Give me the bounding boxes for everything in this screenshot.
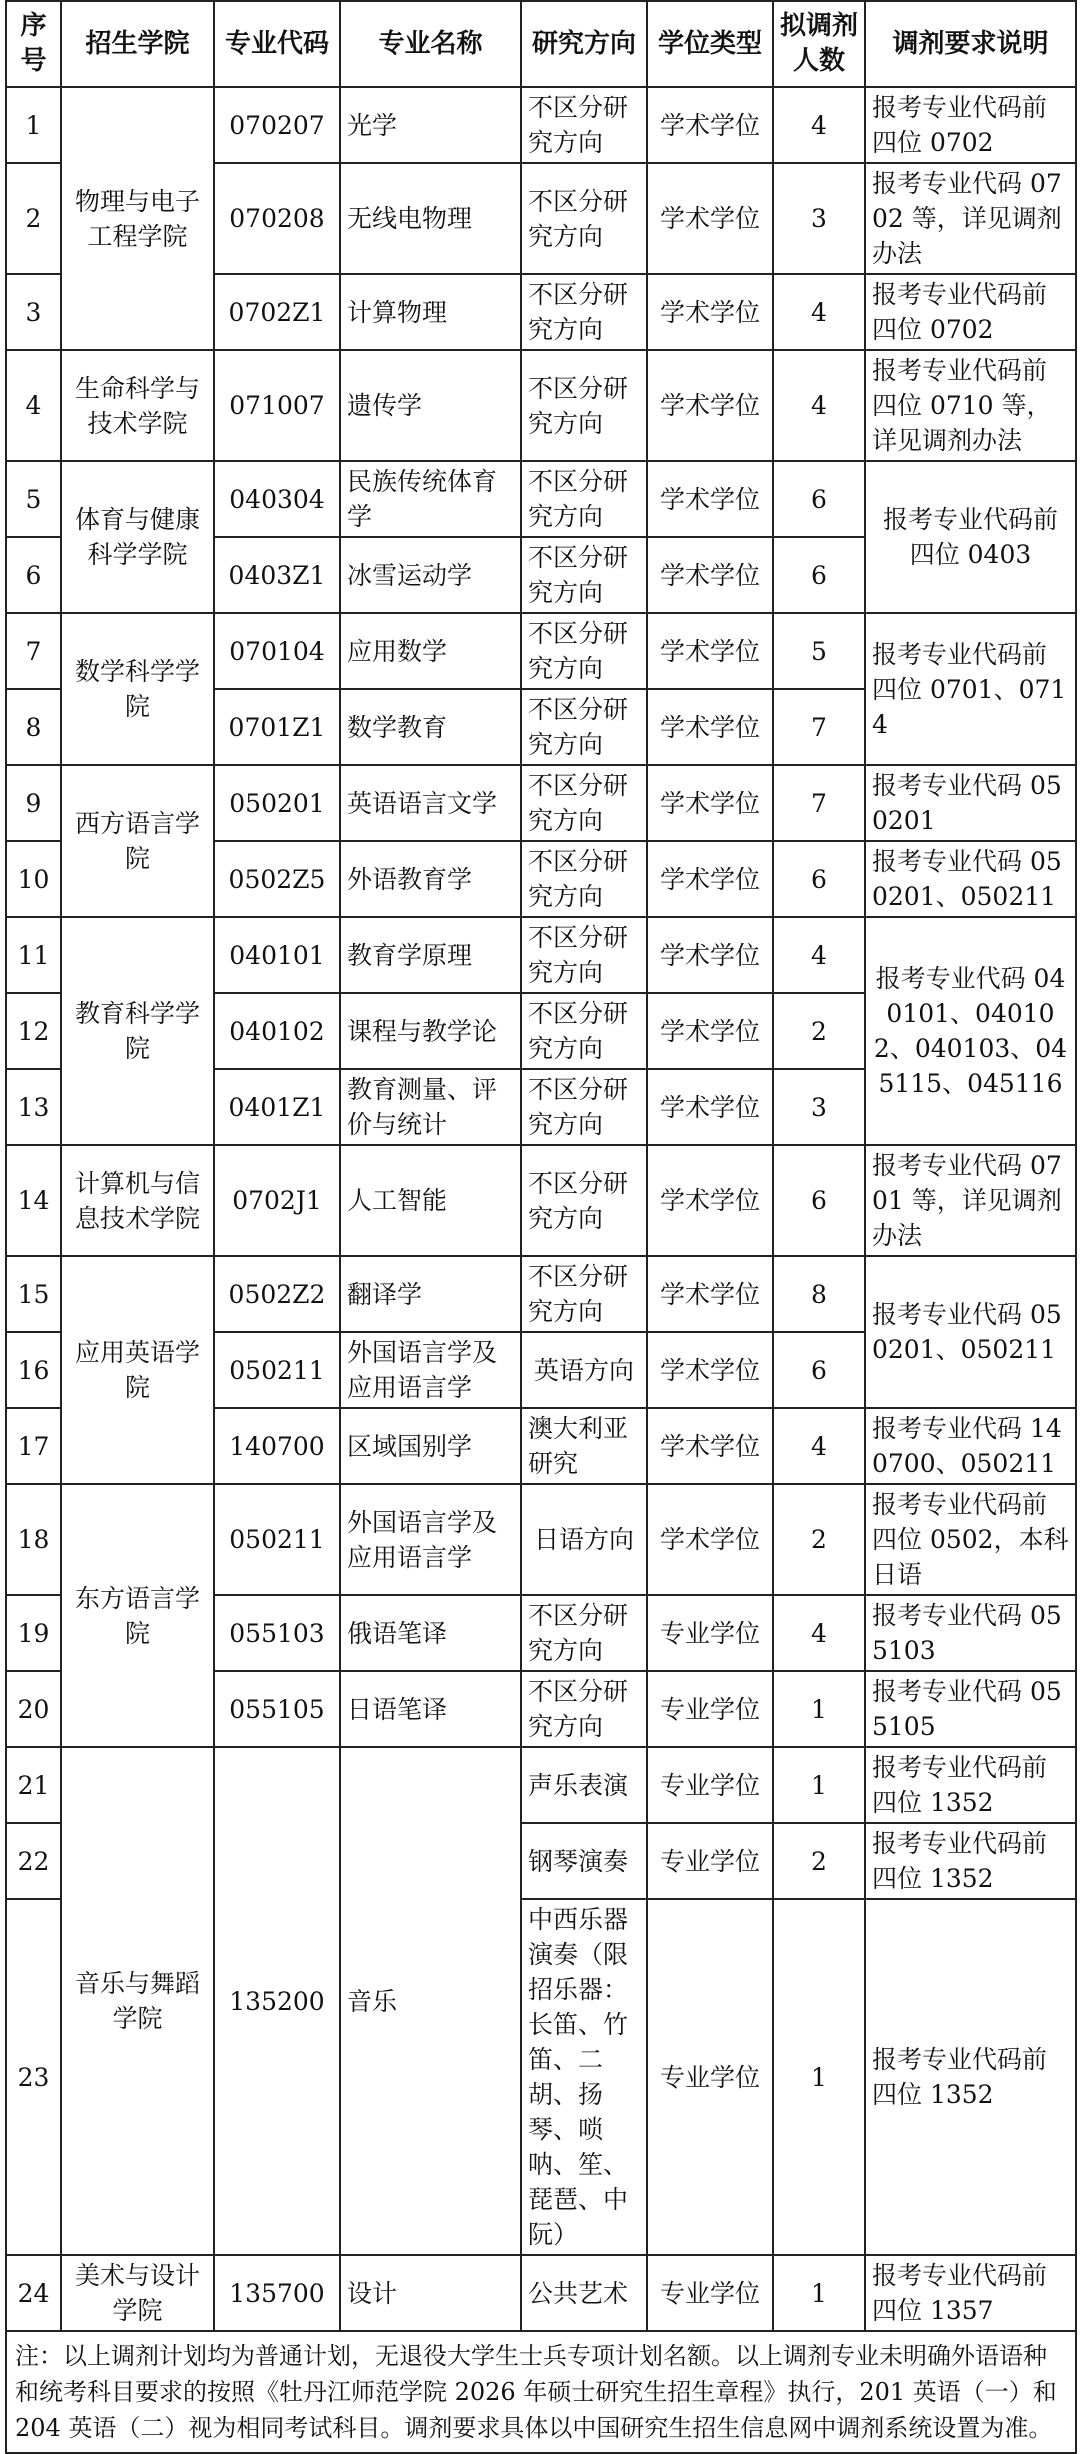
requirement: 报考专业代码 0701 等，详见调剂办法: [865, 1145, 1076, 1256]
footnote: 注：以上调剂计划均为普通计划，无退役大学生士兵专项计划名额。以上调剂专业未明确外语语种和统考科目要求的按照《牡丹江师范学院 2026 年硕士研究生招生章程》执行，201 英语（一）和 204 英语（二）视为相同考试科目。调剂要求具体以中国研究生招生信息网中调剂系统设置为准。: [6, 2331, 1076, 2453]
row-no: 16: [6, 1332, 61, 1408]
major-name: 课程与教学论: [340, 993, 521, 1069]
row-no: 19: [6, 1595, 61, 1671]
degree-type: 学术学位: [647, 1332, 773, 1408]
college-cell: 音乐与舞蹈学院: [61, 1747, 214, 2255]
row-no: 15: [6, 1256, 61, 1332]
degree-type: 专业学位: [647, 2255, 773, 2331]
adjustment-plan-table: [5, 0, 1077, 2454]
major-name: 俄语笔译: [340, 1595, 521, 1671]
major-name: 翻译学: [340, 1256, 521, 1332]
major-name: 计算物理: [340, 274, 521, 350]
degree-type: 学术学位: [647, 841, 773, 917]
quota-count: 4: [773, 87, 865, 163]
degree-type: 学术学位: [647, 163, 773, 274]
quota-count: 3: [773, 1069, 865, 1145]
research-direction: 不区分研究方向: [521, 841, 647, 917]
college-cell: 应用英语学院: [61, 1256, 214, 1484]
research-direction: 不区分研究方向: [521, 163, 647, 274]
requirement: 报考专业代码前四位 0502，本科日语: [865, 1484, 1076, 1595]
degree-type: 学术学位: [647, 1145, 773, 1256]
major-code: 0701Z1: [214, 689, 340, 765]
major-code: 0401Z1: [214, 1069, 340, 1145]
quota-count: 1: [773, 1747, 865, 1823]
table-row: [6, 917, 1076, 993]
research-direction: 不区分研究方向: [521, 917, 647, 993]
row-no: 5: [6, 461, 61, 537]
major-code: 040102: [214, 993, 340, 1069]
row-no: 21: [6, 1747, 61, 1823]
header-direction: 研究方向: [521, 1, 647, 87]
research-direction: 英语方向: [521, 1332, 647, 1408]
college-cell: 教育科学学院: [61, 917, 214, 1145]
major-code: 040101: [214, 917, 340, 993]
requirement: 报考专业代码 0702 等，详见调剂办法: [865, 163, 1076, 274]
research-direction: 不区分研究方向: [521, 461, 647, 537]
table-row: [6, 1145, 1076, 1256]
quota-count: 1: [773, 1671, 865, 1747]
college-cell: 物理与电子工程学院: [61, 87, 214, 350]
requirement: 报考专业代码 050201、050211: [865, 841, 1076, 917]
college-cell: 生命科学与技术学院: [61, 350, 214, 461]
degree-type: 学术学位: [647, 689, 773, 765]
major-name: 应用数学: [340, 613, 521, 689]
major-name: 音乐: [340, 1747, 521, 2255]
college-cell: 东方语言学院: [61, 1484, 214, 1747]
header-code: 专业代码: [214, 1, 340, 87]
degree-type: 专业学位: [647, 1595, 773, 1671]
quota-count: 2: [773, 1823, 865, 1899]
requirement: 报考专业代码前四位 0403: [865, 461, 1076, 613]
major-code: 140700: [214, 1408, 340, 1484]
degree-type: 学术学位: [647, 993, 773, 1069]
quota-count: 6: [773, 537, 865, 613]
degree-type: 专业学位: [647, 1747, 773, 1823]
research-direction: 不区分研究方向: [521, 1595, 647, 1671]
degree-type: 学术学位: [647, 1256, 773, 1332]
major-code: 135700: [214, 2255, 340, 2331]
college-cell: 数学科学学院: [61, 613, 214, 765]
major-code: 0403Z1: [214, 537, 340, 613]
table-row: [6, 613, 1076, 689]
row-no: 2: [6, 163, 61, 274]
degree-type: 专业学位: [647, 1823, 773, 1899]
row-no: 14: [6, 1145, 61, 1256]
quota-count: 2: [773, 993, 865, 1069]
degree-type: 学术学位: [647, 461, 773, 537]
degree-type: 学术学位: [647, 613, 773, 689]
major-name: 教育测量、评价与统计: [340, 1069, 521, 1145]
row-no: 12: [6, 993, 61, 1069]
row-no: 1: [6, 87, 61, 163]
major-code: 040304: [214, 461, 340, 537]
requirement: 报考专业代码 055105: [865, 1671, 1076, 1747]
major-code: 055103: [214, 1595, 340, 1671]
degree-type: 专业学位: [647, 1899, 773, 2255]
note-row: [6, 2331, 1076, 2453]
research-direction: 不区分研究方向: [521, 765, 647, 841]
degree-type: 学术学位: [647, 274, 773, 350]
row-no: 9: [6, 765, 61, 841]
quota-count: 3: [773, 163, 865, 274]
quota-count: 8: [773, 1256, 865, 1332]
college-cell: 体育与健康科学学院: [61, 461, 214, 613]
major-code: 050211: [214, 1484, 340, 1595]
header-count: 拟调剂人数: [773, 1, 865, 87]
degree-type: 学术学位: [647, 537, 773, 613]
quota-count: 4: [773, 274, 865, 350]
research-direction: 不区分研究方向: [521, 1145, 647, 1256]
research-direction: 澳大利亚研究: [521, 1408, 647, 1484]
research-direction: 公共艺术: [521, 2255, 647, 2331]
row-no: 8: [6, 689, 61, 765]
table-row: [6, 1484, 1076, 1595]
major-code: 055105: [214, 1671, 340, 1747]
row-no: 17: [6, 1408, 61, 1484]
row-no: 3: [6, 274, 61, 350]
header-degree-type: 学位类型: [647, 1, 773, 87]
major-code: 0702Z1: [214, 274, 340, 350]
major-name: 教育学原理: [340, 917, 521, 993]
requirement: 报考专业代码前四位 1357: [865, 2255, 1076, 2331]
table-row: [6, 350, 1076, 461]
quota-count: 5: [773, 613, 865, 689]
header-college: 招生学院: [61, 1, 214, 87]
college-cell: 西方语言学院: [61, 765, 214, 917]
major-name: 日语笔译: [340, 1671, 521, 1747]
row-no: 13: [6, 1069, 61, 1145]
major-name: 外语教育学: [340, 841, 521, 917]
research-direction: 不区分研究方向: [521, 613, 647, 689]
major-code: 070104: [214, 613, 340, 689]
quota-count: 1: [773, 1899, 865, 2255]
quota-count: 1: [773, 2255, 865, 2331]
quota-count: 6: [773, 1332, 865, 1408]
college-cell: 计算机与信息技术学院: [61, 1145, 214, 1256]
major-code: 070207: [214, 87, 340, 163]
quota-count: 6: [773, 461, 865, 537]
table-row: [6, 1747, 1076, 1823]
table-row: [6, 2255, 1076, 2331]
row-no: 23: [6, 1899, 61, 2255]
header-requirement: 调剂要求说明: [865, 1, 1076, 87]
research-direction: 声乐表演: [521, 1747, 647, 1823]
major-code: 070208: [214, 163, 340, 274]
degree-type: 专业学位: [647, 1671, 773, 1747]
requirement: 报考专业代码前四位 0701、0714: [865, 613, 1076, 765]
row-no: 11: [6, 917, 61, 993]
major-name: 民族传统体育学: [340, 461, 521, 537]
degree-type: 学术学位: [647, 917, 773, 993]
major-name: 区域国别学: [340, 1408, 521, 1484]
requirement: 报考专业代码前四位 0710 等，详见调剂办法: [865, 350, 1076, 461]
degree-type: 学术学位: [647, 350, 773, 461]
quota-count: 7: [773, 689, 865, 765]
research-direction: 不区分研究方向: [521, 993, 647, 1069]
degree-type: 学术学位: [647, 87, 773, 163]
research-direction: 不区分研究方向: [521, 1069, 647, 1145]
major-name: 无线电物理: [340, 163, 521, 274]
table-row: [6, 765, 1076, 841]
quota-count: 4: [773, 350, 865, 461]
major-code: 135200: [214, 1747, 340, 2255]
quota-count: 4: [773, 1595, 865, 1671]
quota-count: 6: [773, 841, 865, 917]
row-no: 4: [6, 350, 61, 461]
table-row: [6, 461, 1076, 537]
research-direction: 不区分研究方向: [521, 537, 647, 613]
row-no: 10: [6, 841, 61, 917]
research-direction: 不区分研究方向: [521, 1671, 647, 1747]
requirement: 报考专业代码 140700、050211: [865, 1408, 1076, 1484]
degree-type: 学术学位: [647, 1069, 773, 1145]
major-name: 外国语言学及应用语言学: [340, 1332, 521, 1408]
quota-count: 2: [773, 1484, 865, 1595]
degree-type: 学术学位: [647, 1484, 773, 1595]
major-name: 遗传学: [340, 350, 521, 461]
row-no: 18: [6, 1484, 61, 1595]
quota-count: 7: [773, 765, 865, 841]
research-direction: 不区分研究方向: [521, 689, 647, 765]
major-code: 050201: [214, 765, 340, 841]
quota-count: 4: [773, 1408, 865, 1484]
requirement: 报考专业代码前四位 0702: [865, 87, 1076, 163]
table-row: [6, 1256, 1076, 1332]
research-direction: 不区分研究方向: [521, 274, 647, 350]
requirement: 报考专业代码前四位 1352: [865, 1823, 1076, 1899]
research-direction: 钢琴演奏: [521, 1823, 647, 1899]
degree-type: 学术学位: [647, 765, 773, 841]
row-no: 6: [6, 537, 61, 613]
row-no: 20: [6, 1671, 61, 1747]
major-name: 英语语言文学: [340, 765, 521, 841]
major-name: 人工智能: [340, 1145, 521, 1256]
quota-count: 4: [773, 917, 865, 993]
college-cell: 美术与设计学院: [61, 2255, 214, 2331]
research-direction: 不区分研究方向: [521, 1256, 647, 1332]
research-direction: 不区分研究方向: [521, 87, 647, 163]
major-name: 设计: [340, 2255, 521, 2331]
page: [5, 0, 1075, 2454]
requirement: 报考专业代码 040101、040102、040103、045115、045116: [865, 917, 1076, 1145]
major-code: 0502Z5: [214, 841, 340, 917]
requirement: 报考专业代码 050201、050211: [865, 1256, 1076, 1408]
table-row: [6, 87, 1076, 163]
degree-type: 学术学位: [647, 1408, 773, 1484]
major-code: 0502Z2: [214, 1256, 340, 1332]
header-major: 专业名称: [340, 1, 521, 87]
research-direction: 不区分研究方向: [521, 350, 647, 461]
requirement: 报考专业代码前四位 0702: [865, 274, 1076, 350]
quota-count: 6: [773, 1145, 865, 1256]
row-no: 22: [6, 1823, 61, 1899]
major-name: 光学: [340, 87, 521, 163]
major-code: 050211: [214, 1332, 340, 1408]
requirement: 报考专业代码 055103: [865, 1595, 1076, 1671]
major-code: 071007: [214, 350, 340, 461]
major-name: 外国语言学及应用语言学: [340, 1484, 521, 1595]
header-no: 序号: [6, 1, 61, 87]
header-row: [6, 1, 1076, 87]
major-name: 冰雪运动学: [340, 537, 521, 613]
requirement: 报考专业代码 050201: [865, 765, 1076, 841]
major-name: 数学教育: [340, 689, 521, 765]
research-direction: 日语方向: [521, 1484, 647, 1595]
row-no: 24: [6, 2255, 61, 2331]
research-direction: 中西乐器演奏（限招乐器：长笛、竹笛、二胡、扬琴、唢呐、笙、琵琶、中阮）: [521, 1899, 647, 2255]
row-no: 7: [6, 613, 61, 689]
requirement: 报考专业代码前四位 1352: [865, 1899, 1076, 2255]
major-code: 0702J1: [214, 1145, 340, 1256]
requirement: 报考专业代码前四位 1352: [865, 1747, 1076, 1823]
